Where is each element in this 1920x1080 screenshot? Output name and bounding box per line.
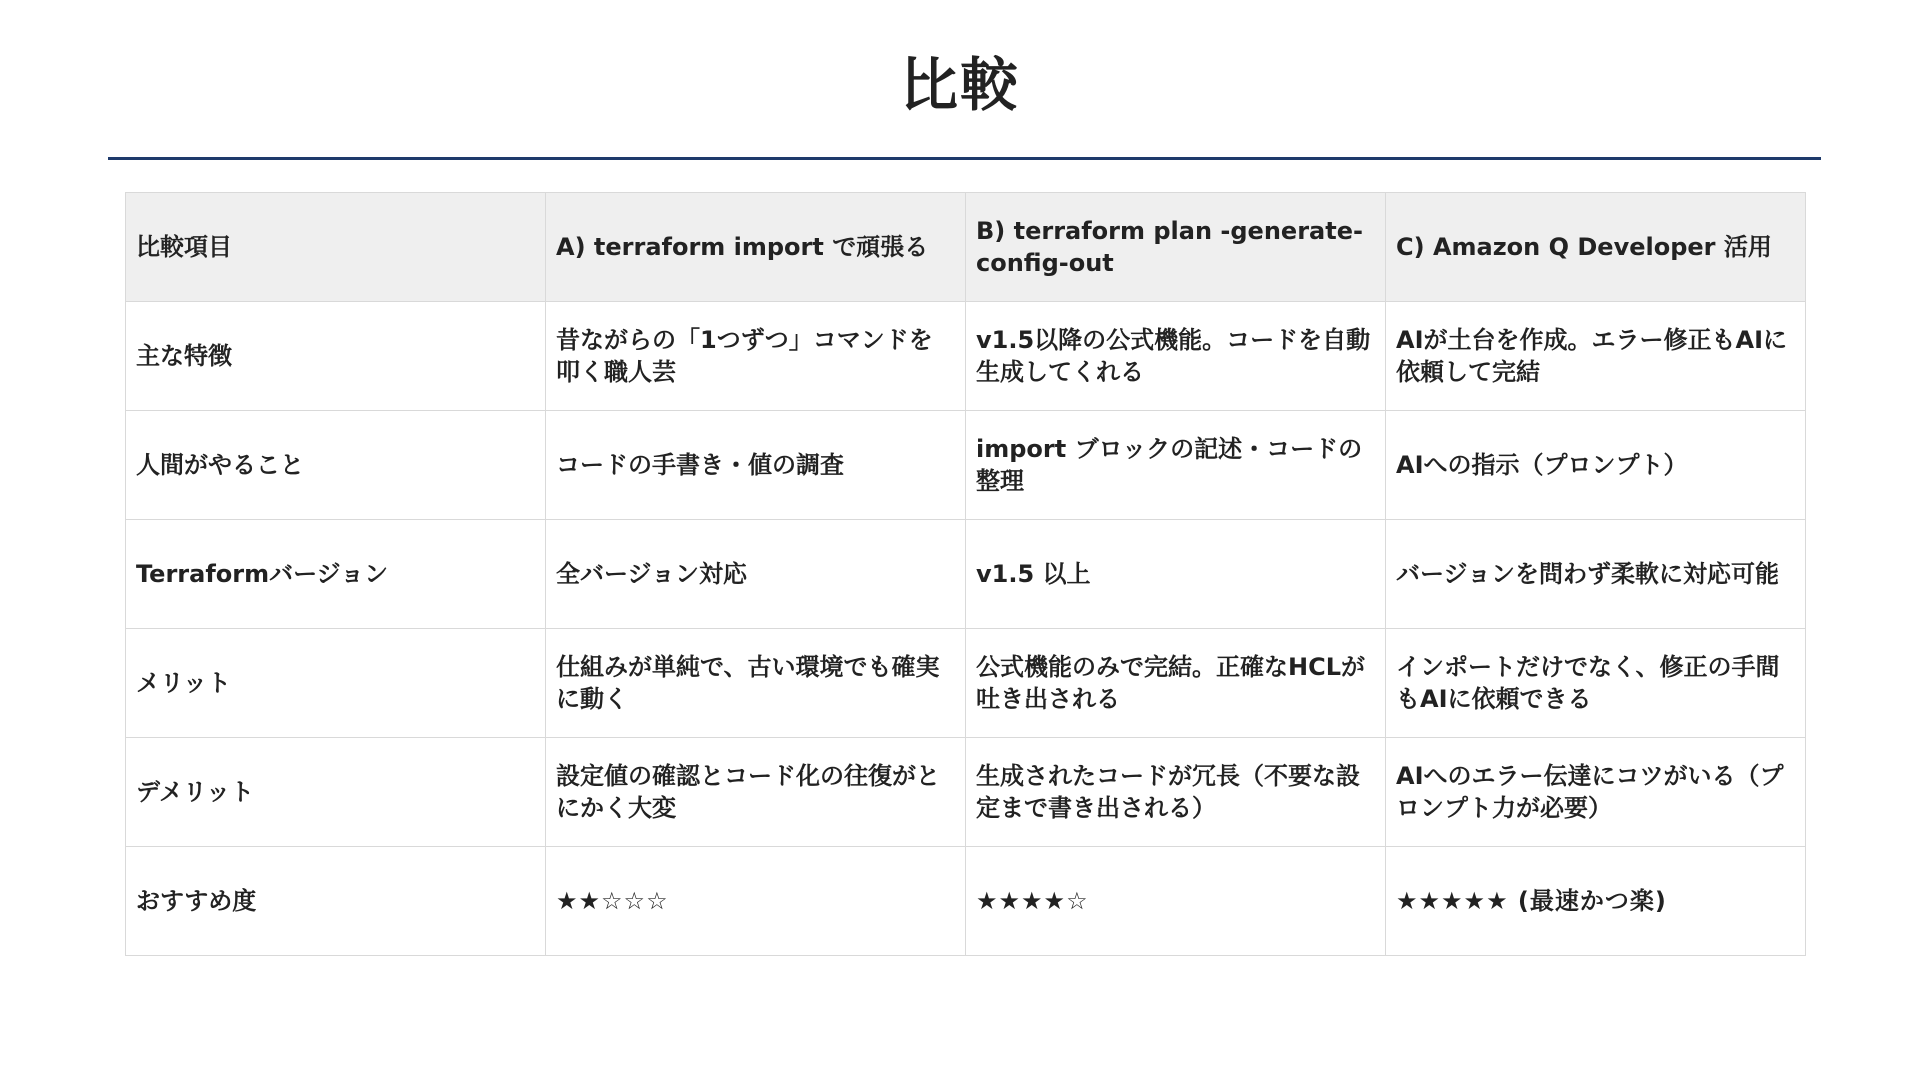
table-row (126, 738, 1806, 847)
star-rating: ★★☆☆☆ (546, 847, 966, 956)
header-cell-item: 比較項目 (126, 193, 546, 302)
page-title: 比較 (899, 51, 1020, 119)
header-cell-option-c: C) Amazon Q Developer 活用 (1386, 193, 1806, 302)
row-label: デメリット (126, 738, 546, 847)
row-label: おすすめ度 (126, 847, 546, 956)
table-cell: AIへのエラー伝達にコツがいる（プロンプト力が必要） (1386, 738, 1806, 847)
table-cell: 昔ながらの「1つずつ」コマンドを叩く職人芸 (546, 302, 966, 411)
table-row (126, 411, 1806, 520)
row-label: 人間がやること (126, 411, 546, 520)
row-label: メリット (126, 629, 546, 738)
table-cell: 生成されたコードが冗長（不要な設定まで書き出される） (966, 738, 1386, 847)
table-row (126, 847, 1806, 956)
row-label: 主な特徴 (126, 302, 546, 411)
table-cell: バージョンを問わず柔軟に対応可能 (1386, 520, 1806, 629)
table-row (126, 520, 1806, 629)
table-row (126, 302, 1806, 411)
comparison-table (125, 192, 1806, 956)
table-cell: AIが土台を作成。エラー修正もAIに依頼して完結 (1386, 302, 1806, 411)
row-label: Terraformバージョン (126, 520, 546, 629)
table-header-row (126, 193, 1806, 302)
table-cell: インポートだけでなく、修正の手間もAIに依頼できる (1386, 629, 1806, 738)
table-cell: 設定値の確認とコード化の往復がとにかく大変 (546, 738, 966, 847)
header-cell-option-a: A) terraform import で頑張る (546, 193, 966, 302)
header-cell-option-b: B) terraform plan -generate-config-out (966, 193, 1386, 302)
title-divider (108, 157, 1821, 160)
table-cell: 公式機能のみで完結。正確なHCLが吐き出される (966, 629, 1386, 738)
star-rating: ★★★★★ (最速かつ楽) (1386, 847, 1806, 956)
table-cell: 全バージョン対応 (546, 520, 966, 629)
table-cell: import ブロックの記述・コードの整理 (966, 411, 1386, 520)
table-cell: 仕組みが単純で、古い環境でも確実に動く (546, 629, 966, 738)
star-rating: ★★★★☆ (966, 847, 1386, 956)
table-cell: AIへの指示（プロンプト） (1386, 411, 1806, 520)
table-row (126, 629, 1806, 738)
table-cell: コードの手書き・値の調査 (546, 411, 966, 520)
table-cell: v1.5 以上 (966, 520, 1386, 629)
table-cell: v1.5以降の公式機能。コードを自動生成してくれる (966, 302, 1386, 411)
